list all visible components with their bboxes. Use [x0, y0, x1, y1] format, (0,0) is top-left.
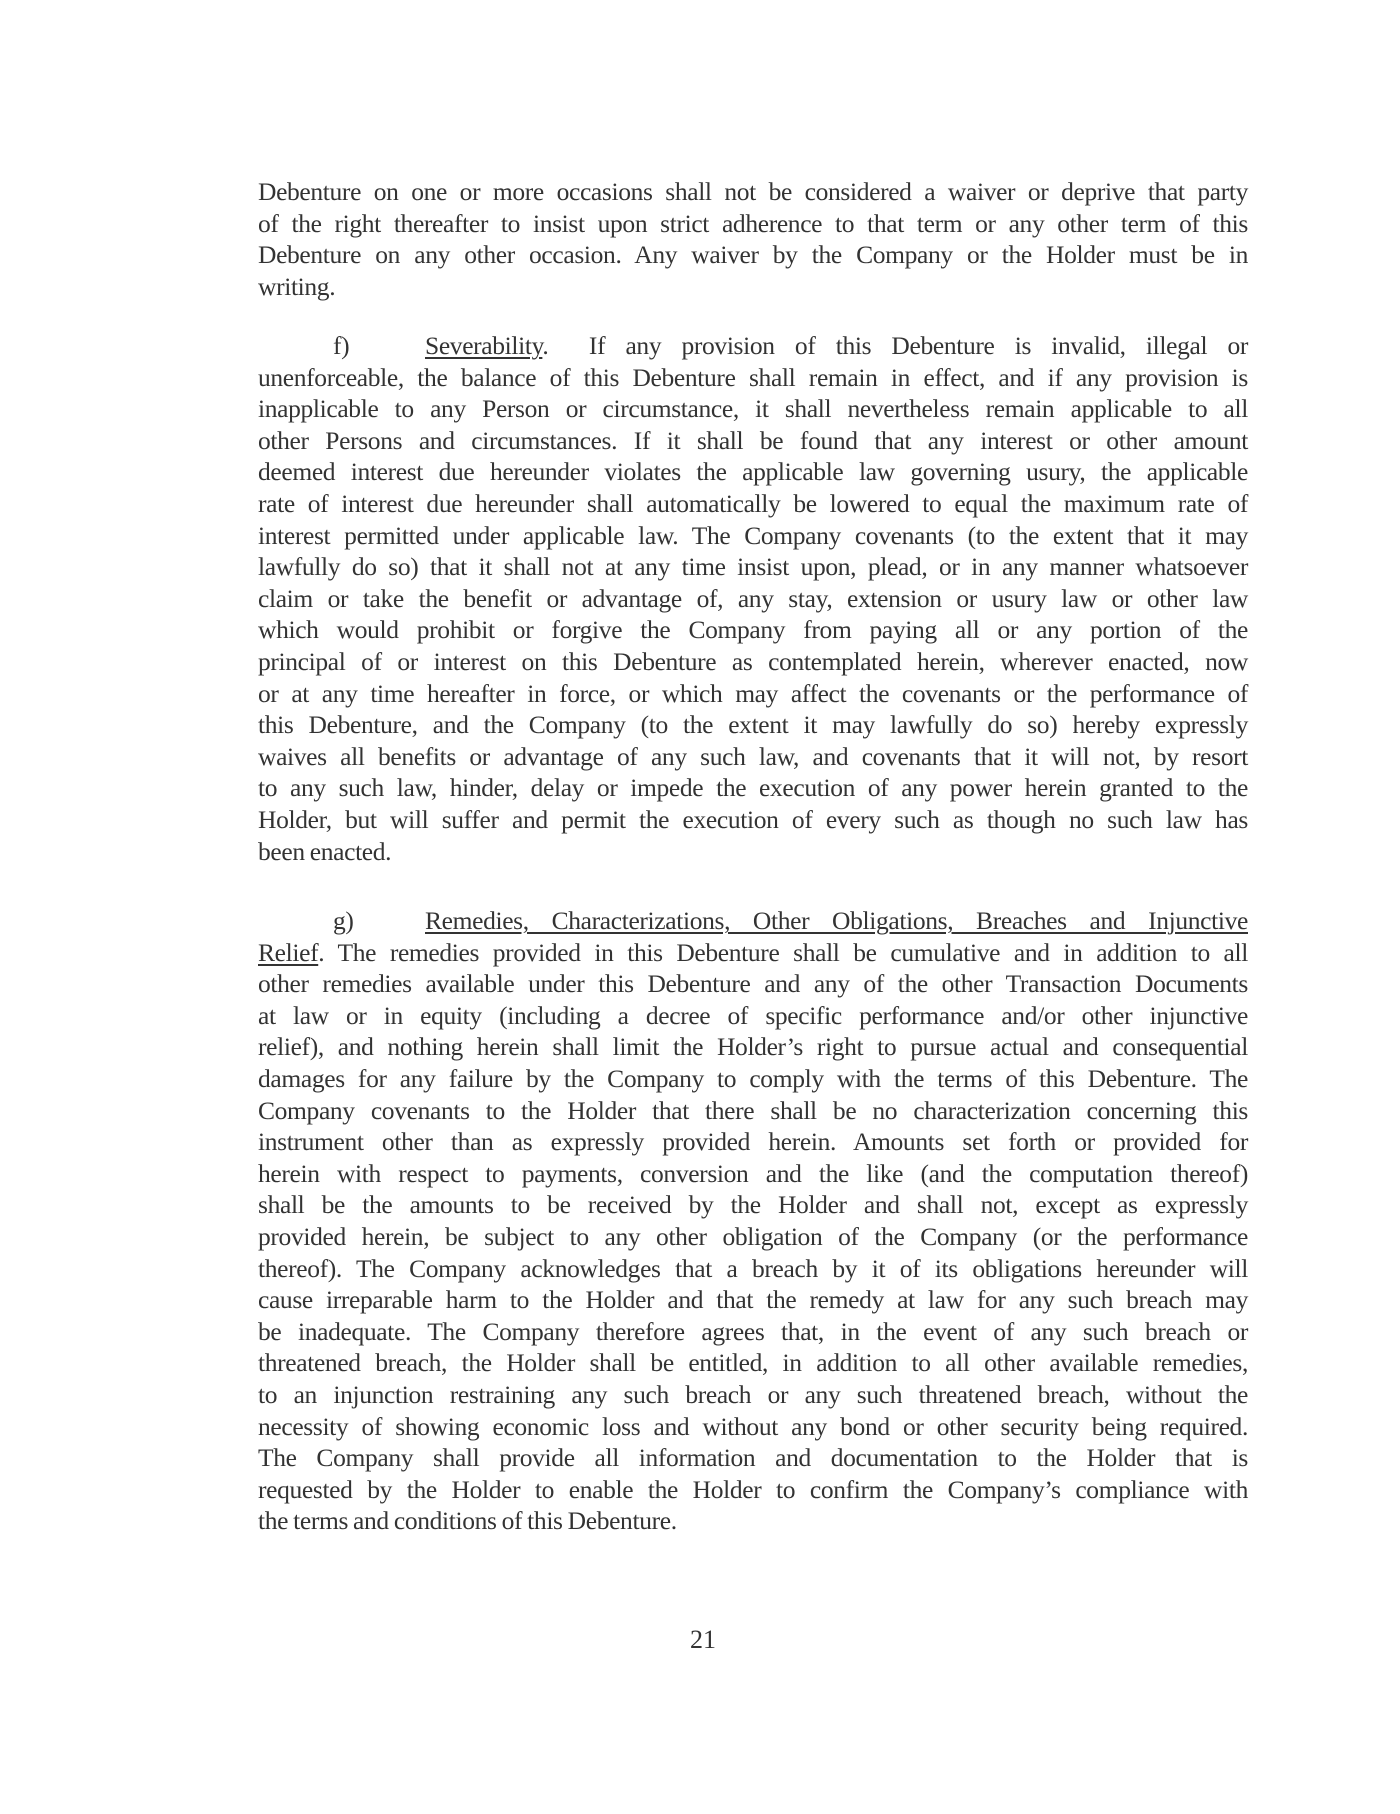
- paragraph-line: to an injunction restraining any such breach or any such threatened breach, without the: [258, 1379, 1248, 1409]
- section-heading-continued: Relief: [258, 937, 319, 967]
- section-label: g): [333, 906, 354, 935]
- continuation-paragraph: [258, 176, 1248, 302]
- paragraph-line: The Company shall provide all information and documentation to the Holder that is: [258, 1443, 1248, 1473]
- paragraph-line: interest permitted under applicable law. The Company covenants (to the extent that it may: [258, 520, 1248, 550]
- paragraph-line: threatened breach, the Holder shall be entitled, in addition to all other available remedies,: [258, 1348, 1248, 1378]
- paragraph-line: other remedies available under this Debenture and any of the other Transaction Documents: [258, 969, 1248, 999]
- paragraph-line: claim or take the benefit or advantage of, any stay, extension or usury law or other law: [258, 583, 1248, 613]
- paragraph-line: of the right thereafter to insist upon strict adherence to that term or any other term of this: [258, 208, 1248, 238]
- section-first-line-text: If any provision of this Debenture is invalid, illegal or: [588, 331, 1248, 360]
- heading-period: .: [542, 331, 549, 360]
- section-f-severability: [258, 330, 1248, 867]
- section-second-line-text: The remedies provided in this Debenture shall be cumulative and in addition to all: [324, 937, 1248, 967]
- paragraph-line: provided herein, be subject to any other obligation of the Company (or the performance: [258, 1221, 1248, 1251]
- paragraph-line: at law or in equity (including a decree of specific performance and/or other injunctive: [258, 1000, 1248, 1030]
- section-heading: Remedies, Characterizations, Other Obligations, Breaches and Injunctive: [425, 906, 1248, 935]
- paragraph-line: waives all benefits or advantage of any such law, and covenants that it will not, by resort: [258, 741, 1248, 771]
- section-heading-line-2: [258, 937, 1248, 969]
- paragraph-line: Debenture on one or more occasions shall not be considered a waiver or deprive that party: [258, 177, 1248, 206]
- paragraph-line: necessity of showing economic loss and without any bond or other security being required.: [258, 1411, 1248, 1441]
- paragraph-line: been enacted.: [258, 836, 392, 866]
- paragraph-line: be inadequate. The Company therefore agrees that, in the event of any such breach or: [258, 1316, 1248, 1346]
- paragraph-line: damages for any failure by the Company to comply with the terms of this Debenture. The: [258, 1063, 1248, 1093]
- paragraph-line: or at any time hereafter in force, or which may affect the covenants or the performance of: [258, 678, 1248, 708]
- paragraph-line: this Debenture, and the Company (to the extent it may lawfully do so) hereby expressly: [258, 710, 1248, 740]
- paragraph-line: herein with respect to payments, conversion and the like (and the computation thereof): [258, 1158, 1248, 1188]
- paragraph-line: deemed interest due hereunder violates the applicable law governing usury, the applicable: [258, 457, 1248, 487]
- paragraph-line: to any such law, hinder, delay or impede the execution of any power herein granted to the: [258, 773, 1248, 803]
- section-heading-line: [258, 330, 1248, 362]
- paragraph-line: writing.: [258, 271, 336, 301]
- section-first-line: [425, 330, 1248, 362]
- heading-period: .: [318, 937, 325, 967]
- paragraph-line: shall be the amounts to be received by the Holder and shall not, except as expressly: [258, 1190, 1248, 1220]
- paragraph-line: cause irreparable harm to the Holder and that the remedy at law for any such breach may: [258, 1285, 1248, 1315]
- paragraph-line: Company covenants to the Holder that there shall be no characterization concerning this: [258, 1095, 1248, 1125]
- paragraph-line: relief), and nothing herein shall limit the Holder’s right to pursue actual and consequential: [258, 1032, 1248, 1062]
- paragraph-line: rate of interest due hereunder shall automatically be lowered to equal the maximum rate of: [258, 488, 1248, 518]
- paragraph-line: other Persons and circumstances. If it shall be found that any interest or other amount: [258, 425, 1248, 455]
- paragraph-line: the terms and conditions of this Debenture.: [258, 1506, 677, 1536]
- paragraph-line: unenforceable, the balance of this Debenture shall remain in effect, and if any provision is: [258, 362, 1248, 392]
- section-g-remedies: [258, 905, 1248, 1537]
- paragraph-line: lawfully do so) that it shall not at any time insist upon, plead, or in any manner whatsoever: [258, 552, 1248, 582]
- paragraph-line: principal of or interest on this Debenture as contemplated herein, wherever enacted, now: [258, 646, 1248, 676]
- page-number: 21: [690, 1625, 716, 1654]
- section-heading: Severability: [425, 331, 543, 360]
- paragraph-line: requested by the Holder to enable the Holder to confirm the Company’s compliance with: [258, 1474, 1248, 1504]
- paragraph-line: Debenture on any other occasion. Any waiver by the Company or the Holder must be in: [258, 240, 1248, 270]
- section-label: f): [333, 331, 350, 360]
- paragraph-line: Holder, but will suffer and permit the execution of every such as though no such law has: [258, 804, 1248, 834]
- paragraph-line: thereof). The Company acknowledges that a breach by it of its obligations hereunder will: [258, 1253, 1248, 1283]
- section-heading-line: [258, 905, 1248, 937]
- paragraph-line: inapplicable to any Person or circumstance, it shall nevertheless remain applicable to all: [258, 394, 1248, 424]
- paragraph-line: instrument other than as expressly provided herein. Amounts set forth or provided for: [258, 1127, 1248, 1157]
- paragraph-line: which would prohibit or forgive the Company from paying all or any portion of the: [258, 615, 1248, 645]
